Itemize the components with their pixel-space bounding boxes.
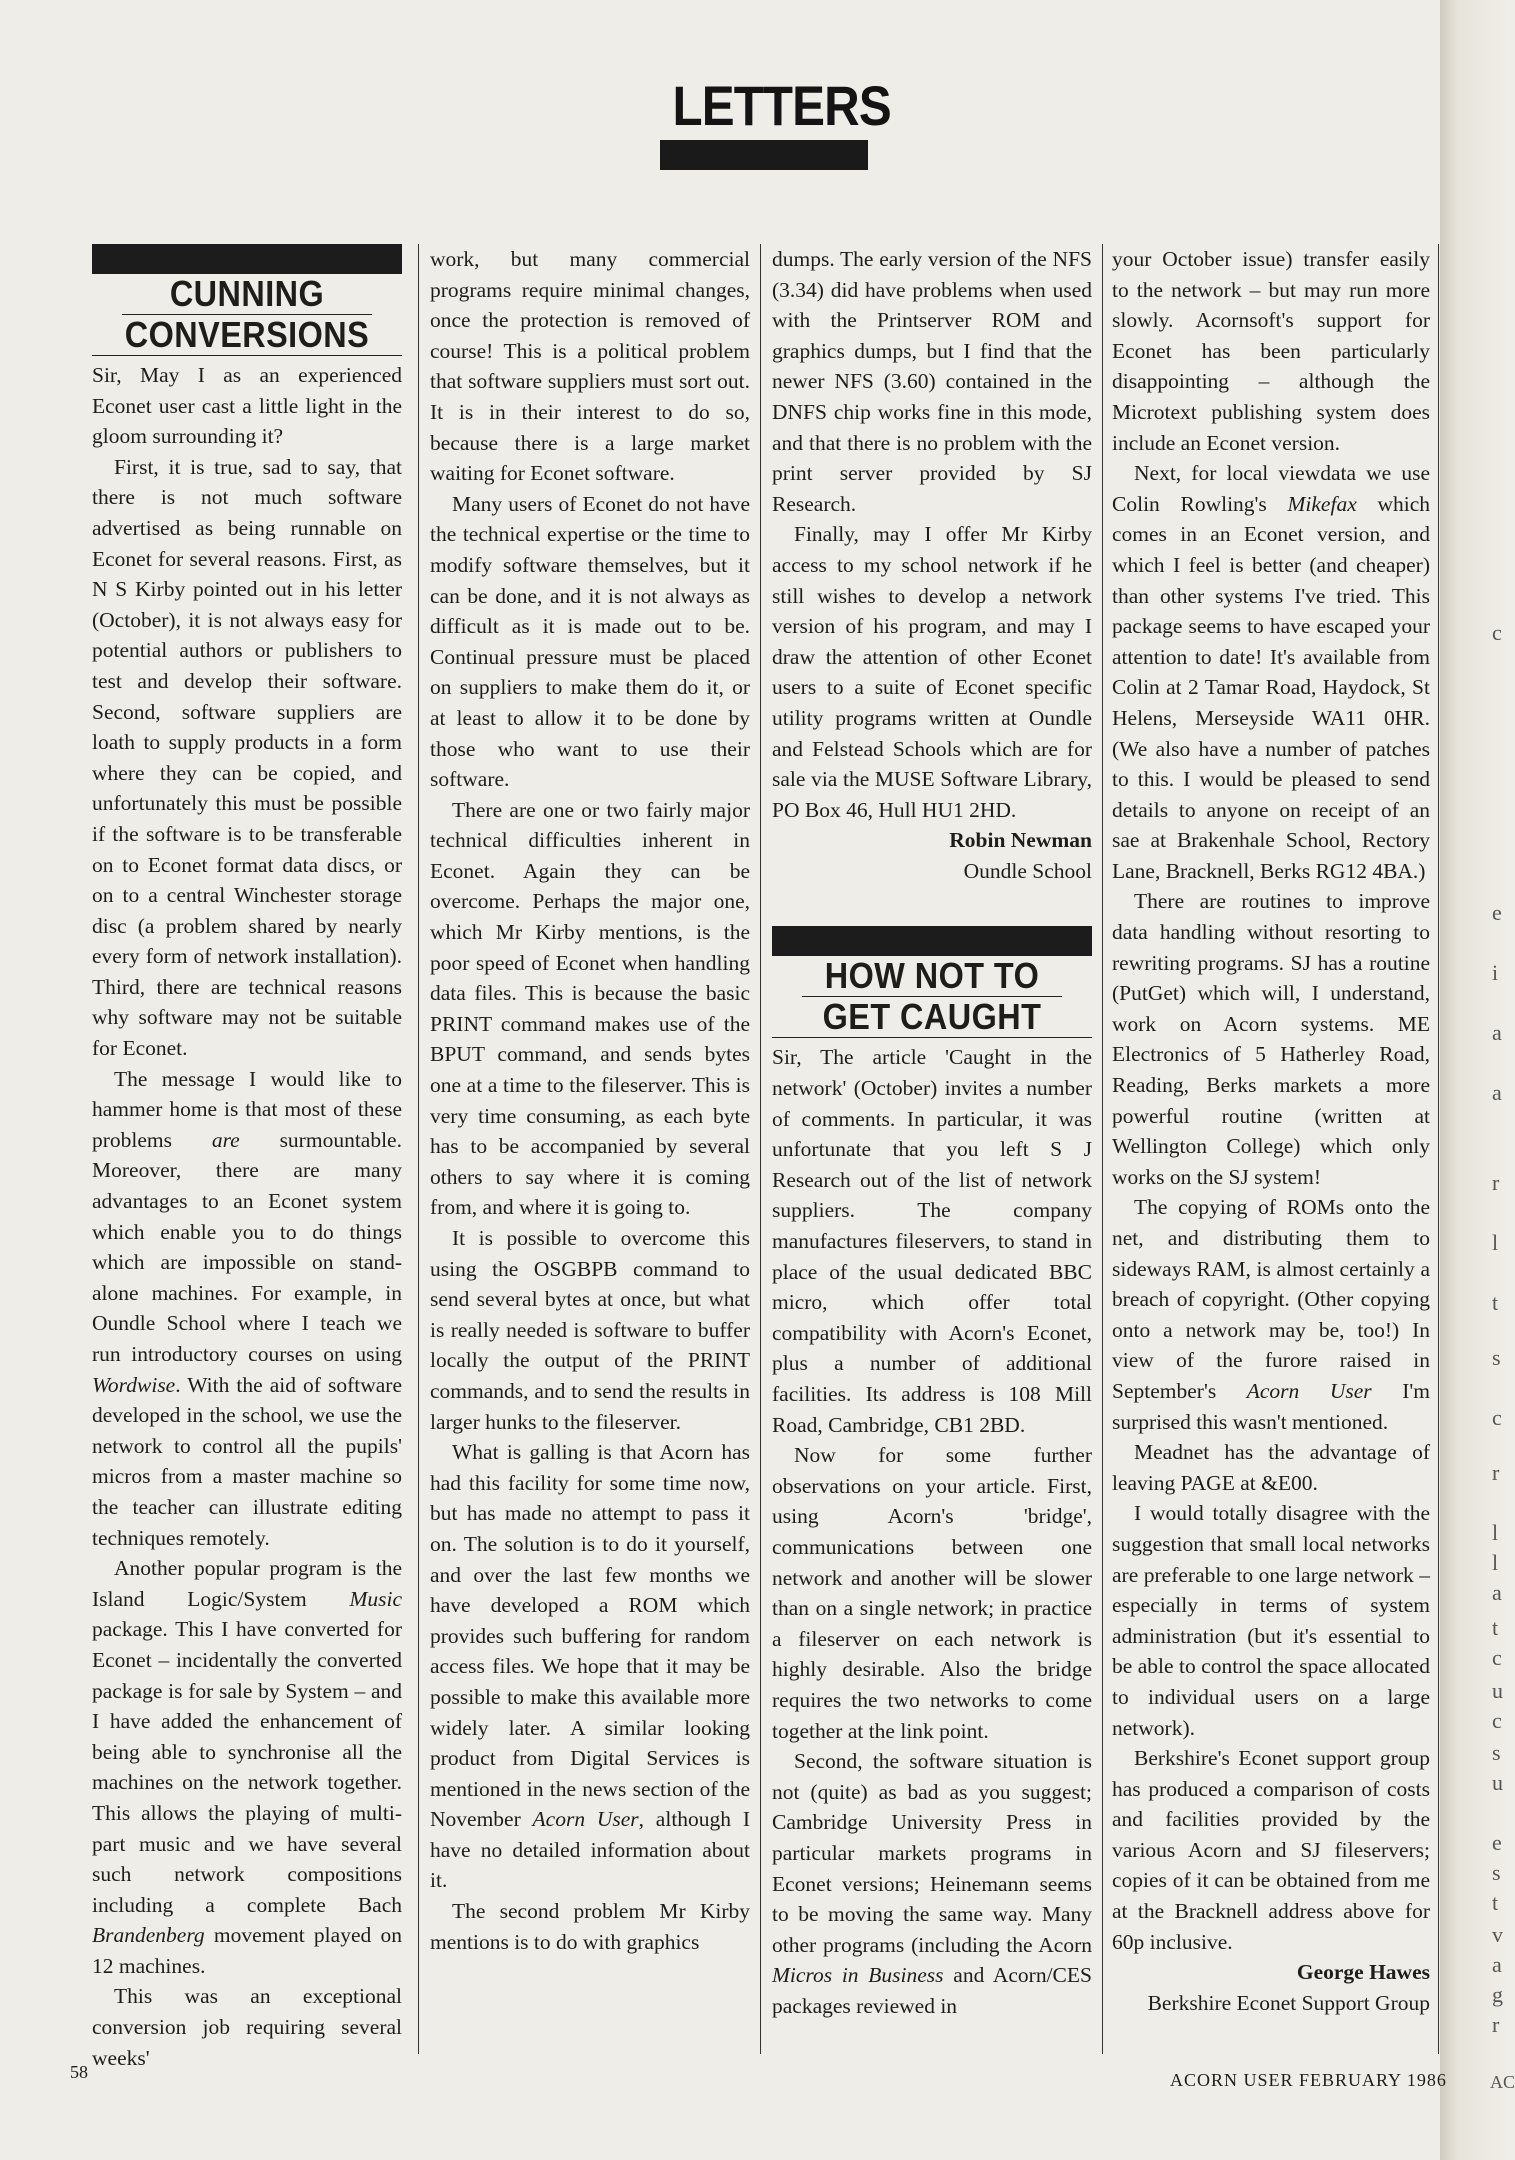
section-heading-how-not-to-get-caught	[772, 926, 1092, 1038]
column-rule	[1438, 244, 1439, 2054]
edge-glyph: g	[1492, 1982, 1503, 2007]
paragraph: Berkshire's Econet support group has produced a comparison of costs and facilities provided by the various Acorn and SJ fileservers; copies of it can be obtained from me at the Bracknell address above for 60p inclusive.	[1112, 1746, 1430, 1954]
paragraph: The message I would like to hammer home is that most of these problems are surmountable. Moreover, there are many advantages to an Econet system which enable you to do things which are impossible on stand-alone machines. For example, in Oundle School where I teach we run introductory courses on using Wordwise. With the aid of software developed in the school, we use the network to control all the pupils' micros from a master machine so the teacher can illustrate editing techniques remotely.	[92, 1066, 402, 1550]
heading-line: GET CAUGHT	[822, 996, 1042, 1038]
edge-glyph: l	[1492, 1520, 1499, 1545]
paragraph: Sir, The article 'Caught in the network' (October) invites a number of comments. In particular, it was unfortunate that you left S J Research out of the list of network suppliers. The company manufactures fileservers, to stand in place of the usual dedicated BBC micro, which offer total compatibility with Acorn's Econet, plus a number of additional facilities. Its address is 108 Mill Road, Cambridge, CB1 2BD.	[772, 1045, 1092, 1437]
edge-glyph: r	[1492, 2012, 1500, 2037]
masthead-bar	[660, 140, 868, 170]
heading-rule	[92, 355, 402, 356]
signature-name: Robin Newman	[949, 828, 1092, 853]
paragraph: Next, for local viewdata we use Colin Rowling's Mikefax which comes in an Econet version, and which I feel is better (and cheaper) than other systems I've tried. This package seems to have escaped your attention to date! It's available from Colin at 2 Tamar Road, Haydock, St Helens, Merseyside WA11 0HR. (We also have a number of patches to this. I would be pleased to send details to anyone on receipt of an sae at Brakenhale School, Rectory Lane, Bracknell, Berks RG12 4BA.)	[1112, 461, 1430, 883]
edge-glyph: l	[1492, 1550, 1499, 1575]
edge-glyph: r	[1492, 1170, 1500, 1195]
paragraph: dumps. The early version of the NFS (3.34) did have problems when used with the Printserver ROM and graphics dumps, but I find that the newer NFS (3.60) contained in the DNFS chip works fine in this mode, and that there is no problem with the print server provided by SJ Research.	[772, 247, 1092, 516]
edge-glyph: AC	[1490, 2072, 1515, 2092]
column-2	[430, 244, 750, 1957]
edge-glyph: c	[1492, 1708, 1502, 1733]
paragraph: There are routines to improve data handling without resorting to rewriting programs. SJ has a routine (PutGet) which will, I understand, work on Acorn systems. ME Electronics of 5 Hatherley Road, Reading, Berks markets a more powerful routine (written at Wellington College) which only works on the SJ system!	[1112, 889, 1430, 1189]
paragraph: Second, the software situation is not (quite) as bad as you suggest; Cambridge University Press in particular markets programs in Econet versions; Heinemann seems to be moving the same way. Many other programs (including the Acorn Micros in Business and Acorn/CES packages reviewed in	[772, 1749, 1092, 2018]
section-heading-cunning-conversions	[92, 244, 402, 356]
edge-glyph: e	[1492, 900, 1502, 925]
paragraph: Meadnet has the advantage of leaving PAGE at &E00.	[1112, 1440, 1430, 1495]
signature-affiliation: Oundle School	[963, 858, 1092, 883]
signature-name: George Hawes	[1296, 1960, 1430, 1985]
paragraph: There are one or two fairly major technical difficulties inherent in Econet. Again they can be overcome. Perhaps the major one, which Mr Kirby mentions, is the poor speed of Econet when handling data files. This is because the basic PRINT command makes use of the BPUT command, and sends bytes one at a time to the fileserver. This is very time consuming, as each byte has to be accompanied by several others to say where it is coming from, and where it is going to.	[430, 797, 750, 1220]
paragraph: Finally, may I offer Mr Kirby access to my school network if he still wishes to develop a network version of his program, and may I draw the attention of other Econet users to a suite of Econet specific utility programs written at Oundle and Felstead Schools which are for sale via the MUSE Software Library, PO Box 46, Hull HU1 2HD.	[772, 522, 1092, 822]
edge-glyph: a	[1492, 1952, 1502, 1977]
paragraph: Another popular program is the Island Logic/System Music package. This I have converted for Econet – incidentally the converted package is for sale by System – and I have added the enhancement of being able to synchronise all the machines on the network together. This allows the playing of multi-part music and we have several such network compositions including a complete Bach Brandenberg movement played on 12 machines.	[92, 1556, 402, 1978]
edge-glyph: s	[1492, 1345, 1501, 1370]
column-rule	[1102, 244, 1103, 2054]
page-number: 58	[70, 2062, 88, 2082]
paragraph: I would totally disagree with the suggestion that small local networks are preferable to one large network – especially in terms of system administration (but it's essential to be able to control the space allocated to individual users on a large network).	[1112, 1501, 1430, 1740]
signature-affiliation: Berkshire Econet Support Group	[1147, 1990, 1430, 2015]
paragraph: It is possible to overcome this using the OSGBPB command to send several bytes at once, but what is really needed is software to buffer locally the output of the PRINT commands, and to send the results in larger hunks to the fileserver.	[430, 1226, 750, 1434]
paragraph: work, but many commercial programs require minimal changes, once the protection is removed of course! This is a political problem that software suppliers must sort out. It is in their interest to do so, because there is a large market waiting for Econet software.	[430, 247, 750, 486]
heading-line: CUNNING	[169, 273, 325, 314]
edge-glyph: s	[1492, 1860, 1501, 1885]
column-4	[1112, 244, 1430, 2018]
heading-line: CONVERSIONS	[124, 314, 370, 355]
edge-glyph: u	[1492, 1678, 1503, 1703]
paragraph: Now for some further observations on your article. First, using Acorn's 'bridge', communications between one network and another will be slower than on a single network; in practice a fileserver on each network is highly desirable. Also the bridge requires the two networks to come together at the link point.	[772, 1443, 1092, 1743]
edge-glyph: c	[1492, 620, 1502, 645]
edge-glyph: v	[1492, 1922, 1503, 1947]
heading-rule	[772, 1037, 1092, 1038]
paragraph: The copying of ROMs onto the net, and distributing them to sideways RAM, is almost certainly a breach of copyright. (Other copying onto a network may be, too!) In view of the furore raised in September's Acorn User I'm surprised this wasn't mentioned.	[1112, 1195, 1430, 1434]
edge-glyph: a	[1492, 1080, 1502, 1105]
masthead-title: LETTERS	[672, 74, 891, 137]
paragraph: What is galling is that Acorn has had this facility for some time now, but has made no attempt to pass it on. The solution is to do it yourself, and over the last few months we have developed a ROM which provides such buffering for random access files. We hope that it may be possible to make this available more widely later. A similar looking product from Digital Services is mentioned in the news section of the November Acorn User, although I have no detailed information about it.	[430, 1440, 750, 1893]
column-1	[92, 244, 402, 2073]
edge-glyph: t	[1492, 1615, 1499, 1640]
paragraph: your October issue) transfer easily to the network – but may run more slowly. Acornsoft's support for Econet has been particularly disappointing – although the Microtext publishing system does include an Econet version.	[1112, 247, 1430, 455]
edge-glyph: e	[1492, 1830, 1502, 1855]
edge-glyph: c	[1492, 1645, 1502, 1670]
column-rule	[760, 244, 761, 2054]
edge-glyph: t	[1492, 1890, 1499, 1915]
paragraph: Sir, May I as an experienced Econet user cast a little light in the gloom surrounding it?	[92, 363, 402, 449]
edge-glyph: a	[1492, 1020, 1502, 1045]
edge-glyph: s	[1492, 1740, 1501, 1765]
column-rule	[418, 244, 419, 2054]
edge-glyph: a	[1492, 1580, 1502, 1605]
paragraph: This was an exceptional conversion job requiring several weeks'	[92, 1984, 402, 2070]
edge-glyph: t	[1492, 1290, 1499, 1315]
column-3	[772, 244, 1092, 2021]
issue-line: ACORN USER FEBRUARY 1986	[1170, 2070, 1447, 2090]
edge-glyph: l	[1492, 1230, 1499, 1255]
edge-glyph: r	[1492, 1460, 1500, 1485]
edge-glyph: i	[1492, 960, 1499, 985]
heading-bar	[92, 244, 402, 274]
masthead	[660, 74, 891, 170]
heading-bar	[772, 926, 1092, 956]
edge-glyph: c	[1492, 1405, 1502, 1430]
paragraph: First, it is true, sad to say, that there is not much software advertised as being runnable on Econet for several reasons. First, as N S Kirby pointed out in his letter (October), it is not always easy for potential authors or publishers to test and develop their software. Second, software suppliers are loath to supply products in a form where they can be copied, and unfortunately this must be possible if the software is to be transferable on to Econet format data discs, or on to a central Winchester storage disc (a problem shared by nearly every form of network installation). Third, there are technical reasons why software may not be suitable for Econet.	[92, 454, 402, 1061]
edge-glyph: u	[1492, 1770, 1503, 1795]
paragraph: Many users of Econet do not have the technical expertise or the time to modify software themselves, but it can be done, and it is not always as difficult as it is made out to be. Continual pressure must be placed on suppliers to make them do it, or at least to allow it to be done by those who want to use their software.	[430, 491, 750, 792]
paragraph: The second problem Mr Kirby mentions is to do with graphics	[430, 1899, 750, 1954]
heading-line: HOW NOT TO	[824, 955, 1040, 997]
